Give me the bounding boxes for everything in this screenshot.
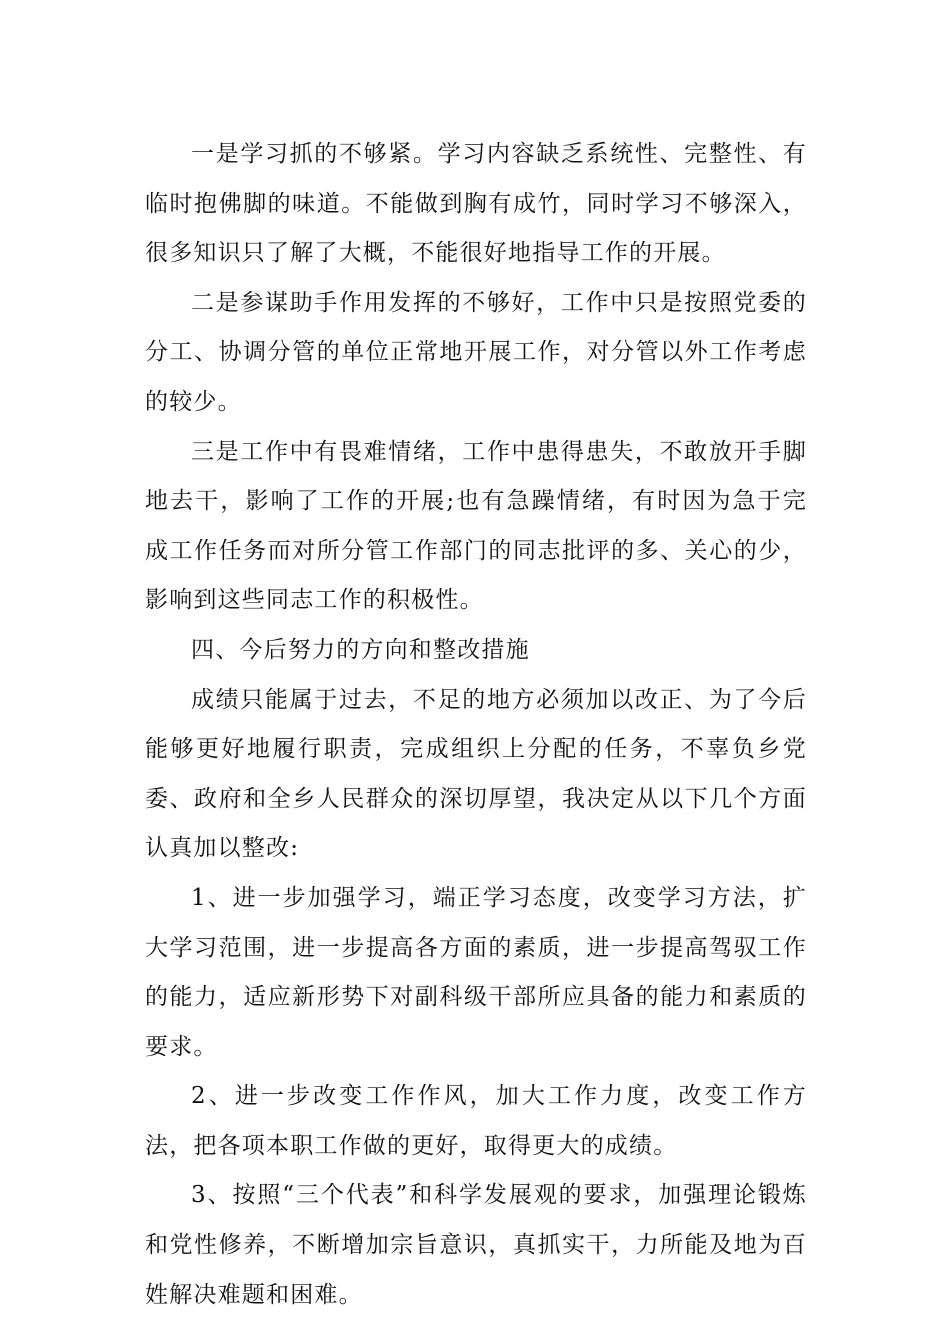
list-item-2: 2、进一步改变工作作风，加大工作力度，改变工作方法，把各项本职工作做的更好，取得更大的成绩。 <box>145 1083 807 1159</box>
paragraph-rectification-intro: 成绩只能属于过去，不足的地方必须加以改正、为了今后能够更好地履行职责，完成组织上分配的任务，不辜负乡党委、政府和全乡人民群众的深切厚望，我决定从以下几个方面认真加以整改: <box>145 686 807 862</box>
list-item-3: 3、按照“三个代表”和科学发展观的要求，加强理论锻炼和党性修养，不断增加宗旨意识，真抓实干，力所能及地为百姓解决难题和困难。 <box>145 1182 807 1308</box>
document-body <box>145 130 807 1320</box>
paragraph-advisory-role: 二是参谋助手作用发挥的不够好，工作中只是按照党委的分工、协调分管的单位正常地开展工作，对分管以外工作考虑的较少。 <box>145 289 807 415</box>
paragraph-work-attitude: 三是工作中有畏难情绪，工作中患得患失，不敢放开手脚地去干，影响了工作的开展;也有急躁情绪，有时因为急于完成工作任务而对所分管工作部门的同志批评的多、关心的少，影响到这些同志工作的积极性。 <box>145 438 807 614</box>
section-heading-rectification: 四、今后努力的方向和整改措施 <box>191 636 530 663</box>
list-item-1: 1、进一步加强学习，端正学习态度，改变学习方法，扩大学习范围，进一步提高各方面的素质，进一步提高驾驭工作的能力，适应新形势下对副科级干部所应具备的能力和素质的要求。 <box>145 884 807 1060</box>
paragraph-learning: 一是学习抓的不够紧。学习内容缺乏系统性、完整性、有临时抱佛脚的味道。不能做到胸有成竹，同时学习不够深入，很多知识只了解了大概，不能很好地指导工作的开展。 <box>145 141 807 267</box>
